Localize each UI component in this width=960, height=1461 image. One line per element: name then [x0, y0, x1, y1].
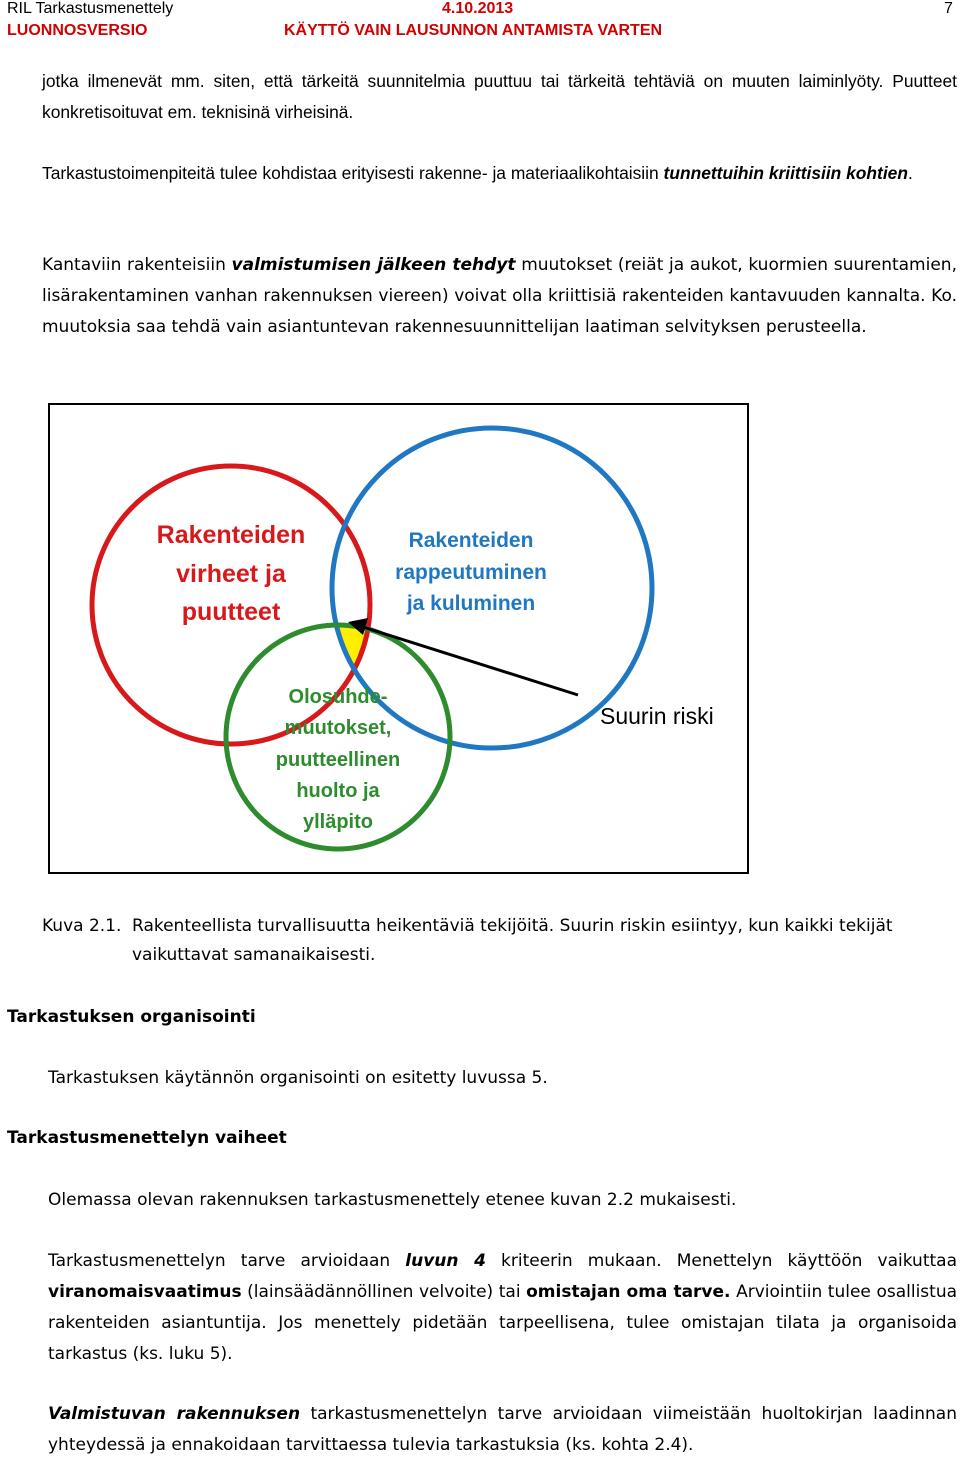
red-label-2: virheet ja — [176, 560, 286, 588]
paragraph-2-emphasis: tunnettuihin kriittisiin kohtien — [663, 163, 908, 183]
section-vaiheet-p3 — [48, 1399, 957, 1461]
section-vaiheet-p1: Olemassa olevan rakennuksen tarkastusmenettely etenee kuvan 2.2 mukaisesti. — [48, 1190, 737, 1210]
green-label-3: puutteellinen — [275, 749, 401, 771]
figure-caption — [42, 912, 957, 941]
green-label-5: ylläpito — [302, 811, 374, 833]
paragraph-1: jotka ilmenevät mm. siten, että tärkeitä suunnitelmia puuttuu tai tärkeitä tehtäviä on muuten laiminlyöty. Puutteet konkretisoituvat em. teknisinä virheisinä. — [42, 71, 957, 122]
paragraph-3-b: muutokset (reiät ja aukot, kuormien suurentamien, lisärakentaminen vanhan rakennuksen viereen) voivat olla kriittisiä rakenteiden kantavuuden kannalta. Ko. muutoksia saa tehdä vain asiantuntevan rakennesuunnittelijan laatiman selvityksen perusteella. — [42, 255, 957, 337]
header-date: 4.10.2013 — [442, 0, 514, 17]
green-label-1: Olosuhde- — [288, 686, 388, 708]
p2-e: (lainsäädännöllinen velvoite) tai — [241, 1282, 527, 1302]
venn-figure — [48, 403, 749, 874]
section-organisointi-text: Tarkastuksen käytännön organisointi on esitetty luvussa 5. — [48, 1068, 548, 1088]
p2-d: viranomaisvaatimus — [48, 1282, 242, 1302]
draft-label: LUONNOSVERSIO — [7, 22, 148, 39]
draft-notice: KÄYTTÖ VAIN LAUSUNNON ANTAMISTA VARTEN — [284, 22, 663, 39]
p2-g: Arviointiin tulee osallistua rakenteiden asiantuntija. Jos menettely pidetään tarpeellisena, tulee omistajan tilata ja organisoida tarkastus (ks. luku 5). — [48, 1282, 958, 1364]
arrow-line — [363, 627, 578, 695]
paragraph-3-emphasis: valmistumisen jälkeen tehdyt — [231, 255, 516, 275]
blue-label-3: ja kuluminen — [406, 592, 536, 615]
p2-c: kriteerin mukaan. Menettelyn käyttöön vaikuttaa — [485, 1251, 957, 1271]
venn-diagram — [50, 405, 747, 872]
p2-a: Tarkastusmenettelyn tarve arvioidaan — [48, 1251, 406, 1271]
red-label-1: Rakenteiden — [156, 521, 306, 549]
section-heading-vaiheet: Tarkastusmenettelyn vaiheet — [7, 1128, 287, 1148]
red-label-3: puutteet — [181, 598, 281, 626]
caption-label: Kuva 2.1. — [42, 916, 122, 936]
caption-line-1: Rakenteellista turvallisuutta heikentäviä tekijöitä. Suurin riskin esiintyy, kun kaikki tekijät — [132, 916, 893, 936]
p3-b: tarkastusmenettelyn tarve arvioidaan viimeistään huoltokirjan laadinnan yhteydessä ja ennakoidaan tarvittaessa tulevia tarkastuksia (ks. kohta 2.4). — [48, 1404, 957, 1455]
p2-f: omistajan oma tarve. — [526, 1282, 731, 1302]
page-number: 7 — [944, 0, 953, 17]
paragraph-2 — [42, 158, 957, 189]
blue-label-2: rappeutuminen — [395, 561, 547, 584]
section-vaiheet-p2 — [48, 1246, 957, 1370]
figure-caption-line-2: vaikuttavat samanaikaisesti. — [132, 945, 376, 965]
arrow-label: Suurin riski — [600, 703, 714, 729]
header-left-title: RIL Tarkastusmenettely — [7, 0, 174, 17]
paragraph-2-text: Tarkastustoimenpiteitä tulee kohdistaa erityisesti rakenne- ja materiaalikohtaisiin — [42, 163, 664, 183]
p3-a: Valmistuvan rakennuksen — [48, 1404, 301, 1424]
blue-label-1: Rakenteiden — [408, 529, 534, 552]
p2-b: luvun 4 — [405, 1251, 486, 1271]
paragraph-3-a: Kantaviin rakenteisiin — [42, 255, 232, 275]
paragraph-2-end: . — [907, 163, 913, 183]
section-heading-organisointi: Tarkastuksen organisointi — [7, 1007, 256, 1027]
green-label-2: muutokset, — [284, 717, 392, 739]
green-label-4: huolto ja — [296, 780, 380, 802]
paragraph-3 — [42, 250, 957, 343]
